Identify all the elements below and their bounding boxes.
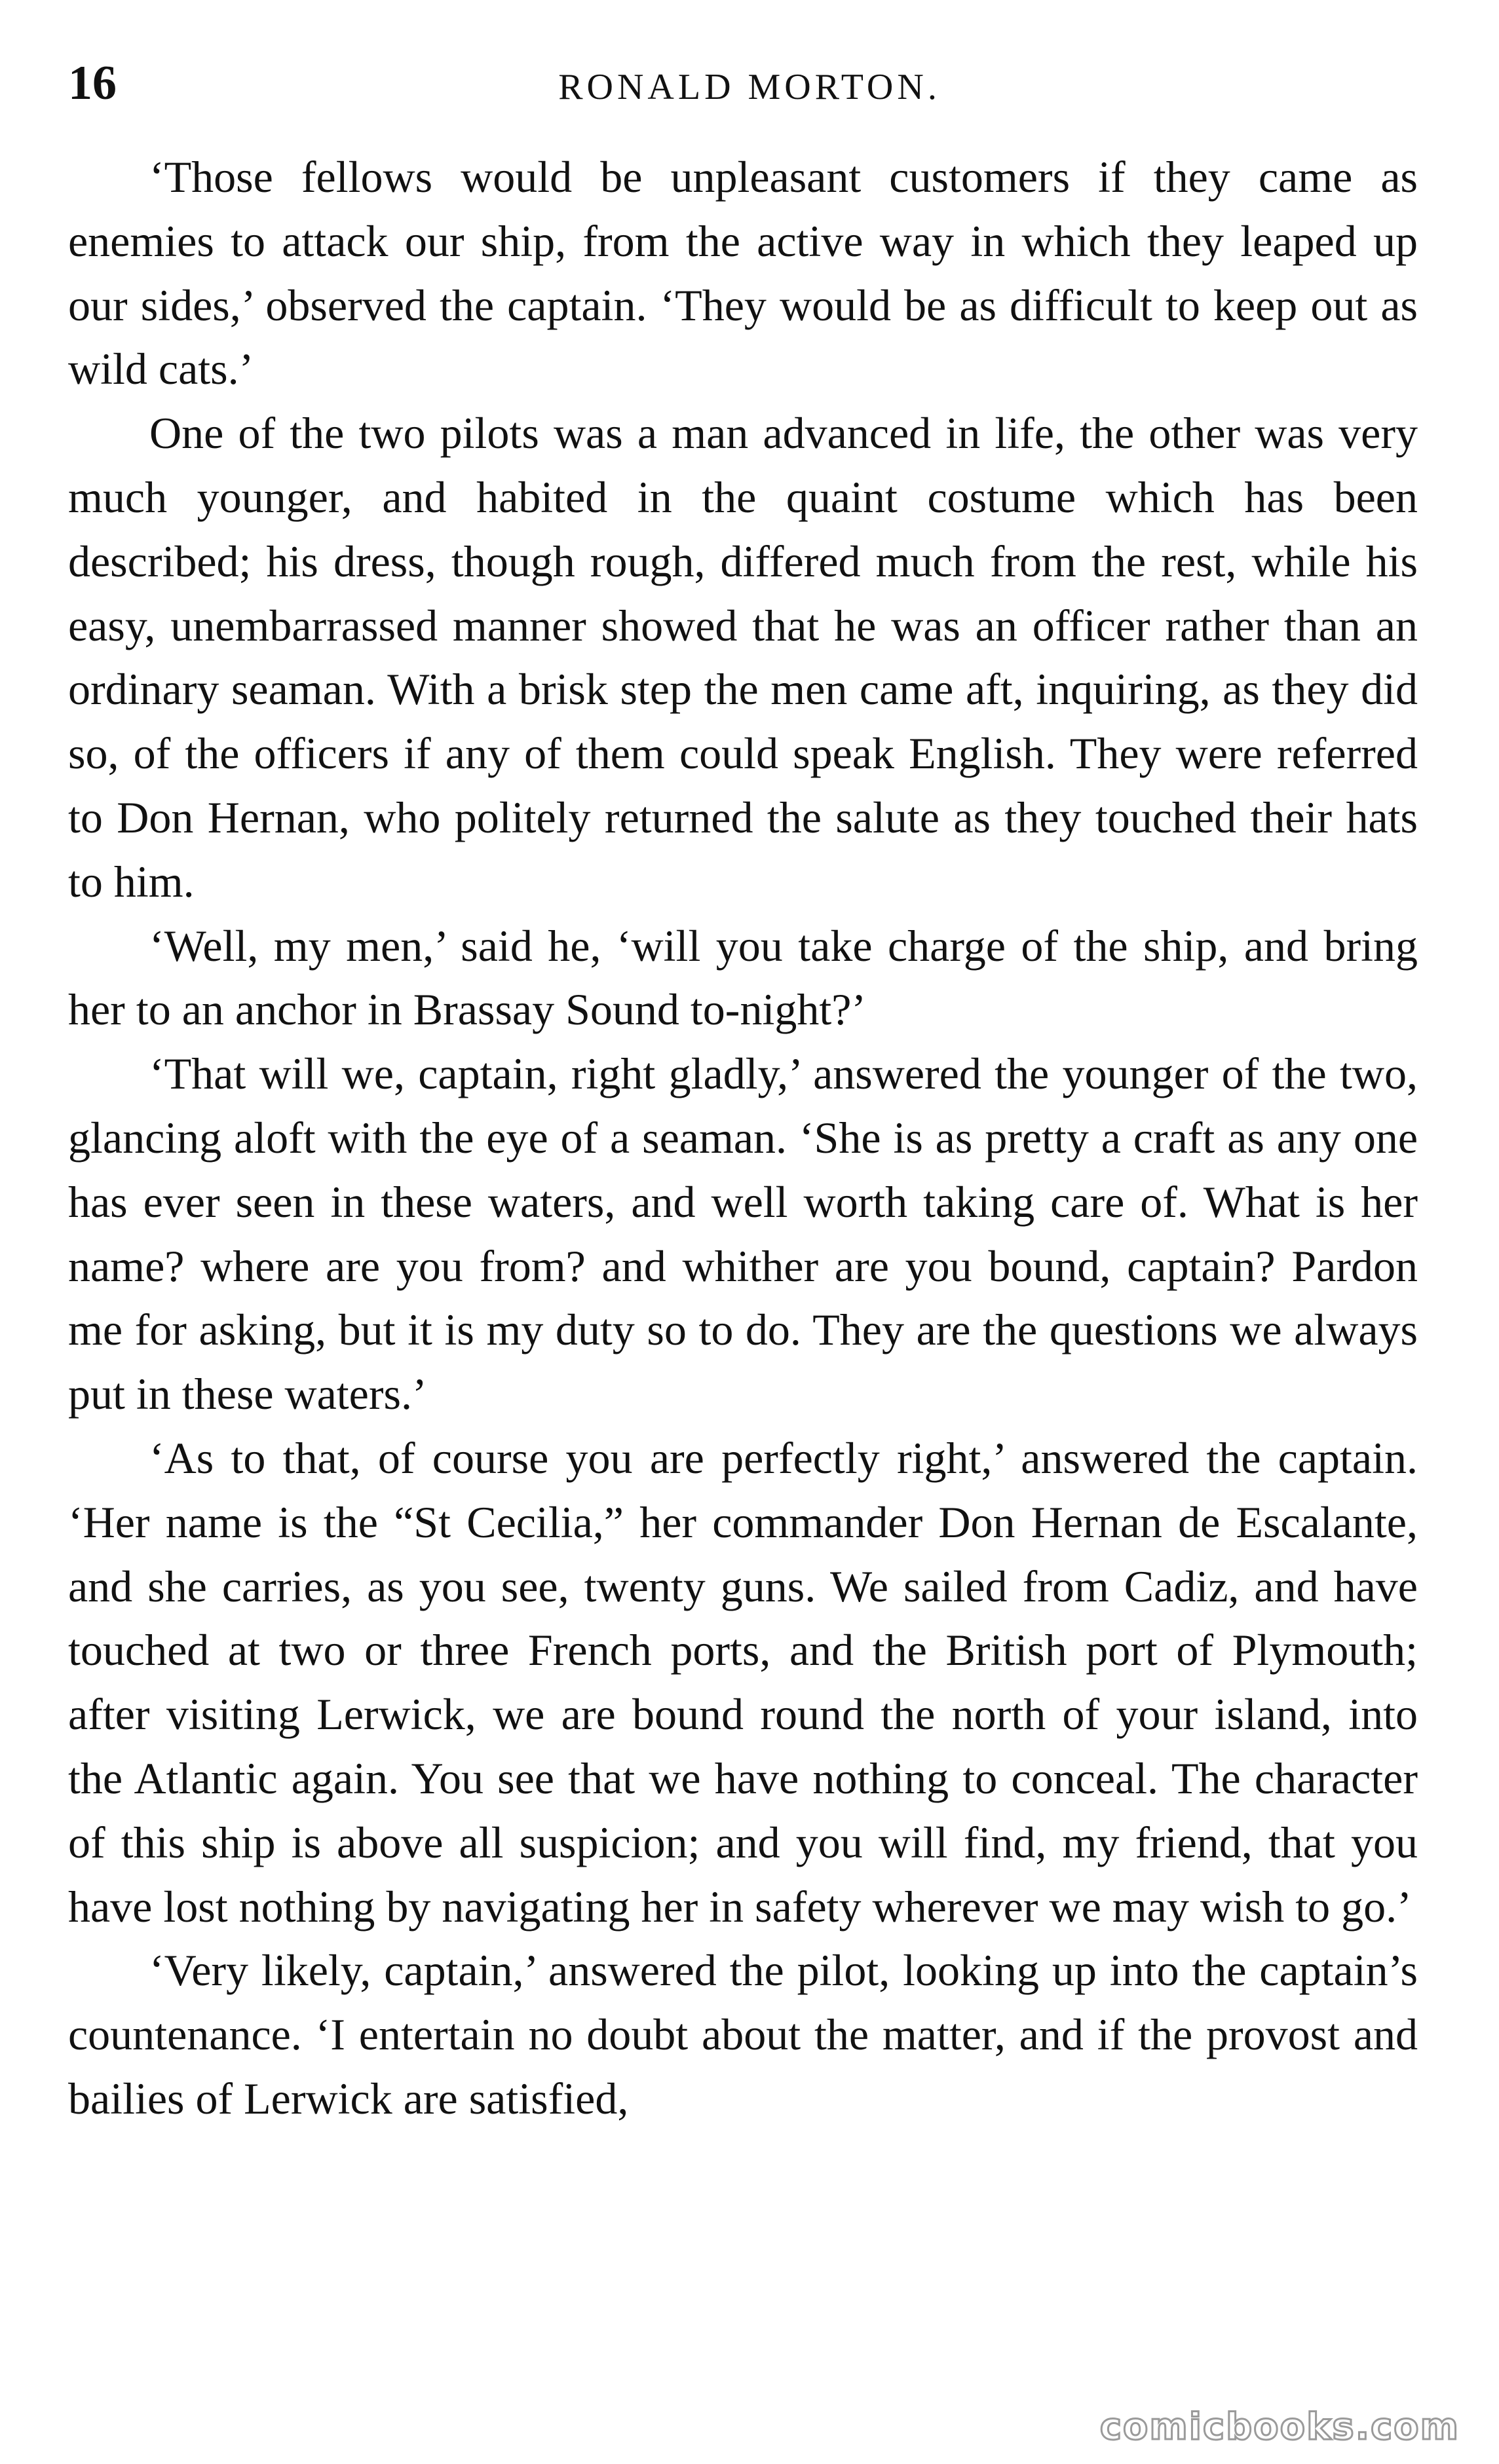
paragraph: ‘Those fellows would be unpleasant customers if they came as enemies to attack our ship, from the active way in which they leaped up our sides,’ observed the captain. ‘They would be as difficult to keep out as wild cats.’: [68, 152, 1418, 394]
page-header: [68, 54, 1431, 113]
paragraph: ‘As to that, of course you are perfectly right,’ answered the captain. ‘Her name is the “St Cecilia,” her commander Don Hernan de Escalante, and she carries, as you see, twenty guns. We sailed from Cadiz, and have touched at two or three French ports, and the British port of Plymouth; after visiting Lerwick, we are bound round the north of your island, into the Atlantic again. You see that we have nothing to conceal. The character of this ship is above all suspicion; and you will find, my friend, that you have lost nothing by navigating her in safety wherever we may wish to go.’: [68, 1432, 1418, 1932]
running-title: RONALD MORTON.: [558, 67, 941, 107]
paragraph: ‘That will we, captain, right gladly,’ answered the younger of the two, glancing aloft with the eye of a seaman. ‘She is as pretty a craft as any one has ever seen in these waters, and well worth taking care of. What is her name? where are you from? and whither are you bound, captain? Pardon me for asking, but it is my duty so to do. They are the questions we always put in these waters.’: [68, 1049, 1418, 1419]
page-number: 16: [68, 56, 117, 110]
paragraph: ‘Very likely, captain,’ answered the pilot, looking up into the captain’s countenance. ‘I entertain no doubt about the matter, and if the provost and bailies of Lerwick are satisfied,: [68, 1945, 1418, 2123]
paragraph: ‘Well, my men,’ said he, ‘will you take charge of the ship, and bring her to an anchor in Brassay Sound to-night?’: [68, 920, 1418, 1035]
body-text: [68, 145, 1418, 2131]
paragraph: One of the two pilots was a man advanced in life, the other was very much younger, and habited in the quaint costume which has been described; his dress, though rough, differed much from the rest, while his easy, unembarrassed manner showed that he was an officer rather than an ordinary seaman. With a brisk step the men came aft, inquiring, as they did so, of the officers if any of them could speak English. They were referred to Don Hernan, who politely returned the salute as they touched their hats to him.: [68, 408, 1418, 906]
watermark: comicbooks.com: [1099, 2406, 1460, 2448]
